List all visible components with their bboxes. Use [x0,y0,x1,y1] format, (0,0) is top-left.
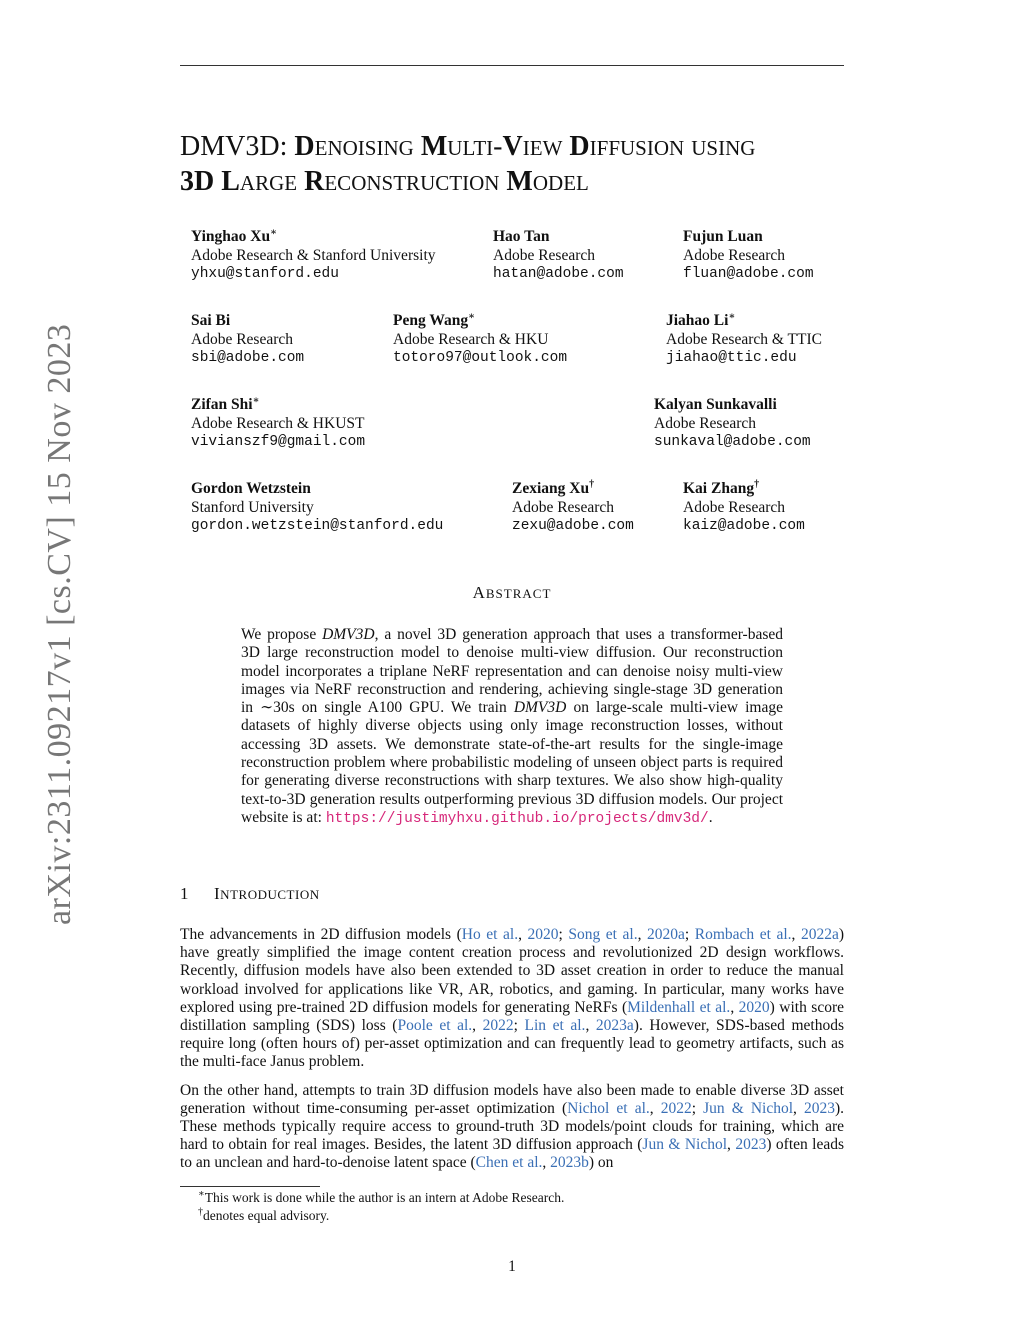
citation-link[interactable]: 2023a [595,1017,634,1035]
arxiv-identifier: arXiv:2311.09217v1 [cs.CV] 15 Nov 2023 [41,323,78,925]
method-name: DMV3D [322,626,375,643]
intro-paragraph-1: The advancements in 2D diffusion models (Ho et al., 2020; Song et al., 2020a; Rombach et al., 2022a) have greatly simplified the image content creation process and revolutionized 2D design workflows. Recently, diffusion models have also been extended to 3D asset creation in order to reduce the manual workload involved for applications like VR, AR, robotics, and gaming. In particular, many works have explored using pre-trained 2D diffusion models for generating NeRFs (Mildenhall et al., 2020) with score distillation sampling (SDS) loss (Poole et al., 2022; Lin et al., 2023a). However, SDS-based methods require long (often hours of) per-asset optimization and can frequently lead to geometry artifacts, such as the multi-face Janus problem. [180,926,845,1071]
author: Kai Zhang† Adobe Research kaiz@adobe.com [683,478,805,534]
author-email[interactable]: zexu@adobe.com [512,518,634,534]
author-email[interactable]: fluan@adobe.com [683,266,814,282]
author: Yinghao Xu∗ Adobe Research & Stanford University yhxu@stanford.edu [191,226,436,282]
author-email[interactable]: kaiz@adobe.com [683,518,805,534]
abstract-heading: ABSTRACT [472,583,552,602]
author: Peng Wang∗ Adobe Research & HKU totoro97@outlook.com [393,310,568,366]
citation-link[interactable]: Jun & Nichol [703,1099,794,1117]
footnote-rule [180,1186,320,1187]
header-rule [180,65,844,66]
citation-link[interactable]: Poole et al. [397,1017,473,1035]
citation-link[interactable]: 2020 [738,998,770,1016]
project-website-link[interactable]: https://justimyhxu.github.io/projects/dmv3d/ [325,810,709,827]
author-email[interactable]: sbi@adobe.com [191,350,305,366]
citation-link[interactable]: Nichol et al. [567,1099,650,1117]
author-email[interactable]: jiahao@ttic.edu [666,350,797,366]
author: Gordon Wetzstein Stanford University gordon.wetzstein@stanford.edu [191,480,444,534]
citation-link[interactable]: 2023 [803,1099,835,1117]
section-number: 1 [180,884,189,903]
author-email[interactable]: totoro97@outlook.com [393,350,568,366]
citation-link[interactable]: 2023 [735,1136,767,1154]
introduction-body [180,926,844,1183]
author: Kalyan Sunkavalli Adobe Research sunkaval@adobe.com [654,396,811,450]
section-heading [180,884,320,904]
author: Zifan Shi∗ Adobe Research & HKUST vivianszf9@gmail.com [191,394,366,450]
author: Jiahao Li∗ Adobe Research & TTIC jiahao@ttic.edu [666,310,822,366]
author-email[interactable]: hatan@adobe.com [493,266,624,282]
footnotes [198,1189,564,1225]
citation-link[interactable]: Chen et al. [475,1154,543,1172]
paper-title [180,130,860,200]
citation-link[interactable]: 2022 [482,1017,514,1035]
method-name: DMV3D [513,699,567,717]
author-email[interactable]: vivianszf9@gmail.com [191,434,366,450]
citation-link[interactable]: 2020a [647,926,685,943]
author: Fujun Luan Adobe Research fluan@adobe.com [683,228,814,282]
author-email[interactable]: sunkaval@adobe.com [654,434,811,450]
citation-link[interactable]: 2022a [800,926,839,943]
section-title: INTRODUCTION [214,884,320,903]
author-email[interactable]: gordon.wetzstein@stanford.edu [191,518,444,534]
citation-link[interactable]: Lin et al. [524,1017,586,1035]
author: Sai Bi Adobe Research sbi@adobe.com [191,312,305,366]
citation-link[interactable]: Song et al. [568,926,638,943]
abstract-text: We propose DMV3D, a novel 3D generation approach that uses a transformer-based 3D large reconstruction model to denoise multi-view diffusion. Our reconstruction model incorporates a triplane NeRF representation and can denoise noisy multi-view images via NeRF reconstruction and rendering, achieving single-stage 3D generation in ∼30s on single A100 GPU. We train DMV3D on large-scale multi-view image datasets of highly diverse objects using only image reconstruction losses, without accessing 3D assets. We demonstrate state-of-the-art results for the single-image reconstruction problem where probabilistic modeling of unseen object parts is required for generating diverse reconstructions with sharp textures. We also show high-quality text-to-3D generation results outperforming previous 3D diffusion models. Our project website is at: https://justimyhxu.github.io/projects/dmv3d/. [241,626,784,827]
citation-link[interactable]: Jun & Nichol [642,1136,728,1154]
citation-link[interactable]: Ho et al. [461,926,519,943]
citation-link[interactable]: Rombach et al. [694,926,792,943]
citation-link[interactable]: 2023b [550,1154,589,1172]
citation-link[interactable]: Mildenhall et al. [627,998,731,1016]
footnote: †denotes equal advisory. [198,1206,330,1223]
title-line-2: 3D LARGE RECONSTRUCTION MODEL [180,166,589,197]
footnote: ∗This work is done while the author is an intern at Adobe Research. [198,1188,565,1205]
page-number: 1 [508,1258,516,1275]
author: Zexiang Xu† Adobe Research zexu@adobe.com [512,478,634,534]
intro-paragraph-2: On the other hand, attempts to train 3D diffusion models have also been made to enable diverse 3D asset generation without time-consuming per-asset optimization (Nichol et al., 2022; Jun & Nichol, 2023). These methods typically require access to ground-truth 3D models/point clouds for training, which are hard to obtain for real images. Besides, the latent 3D diffusion approach (Jun & Nichol, 2023) often leads to an unclean and hard-to-denoise latent space (Chen et al., 2023b) on [180,1081,845,1172]
title-line-1: DMV3D: DENOISING MULTI-VIEW DIFFUSION USING [180,131,756,162]
author: Hao Tan Adobe Research hatan@adobe.com [493,228,624,282]
citation-link[interactable]: 2020 [527,926,559,943]
citation-link[interactable]: 2022 [660,1099,692,1117]
author-email[interactable]: yhxu@stanford.edu [191,266,339,282]
